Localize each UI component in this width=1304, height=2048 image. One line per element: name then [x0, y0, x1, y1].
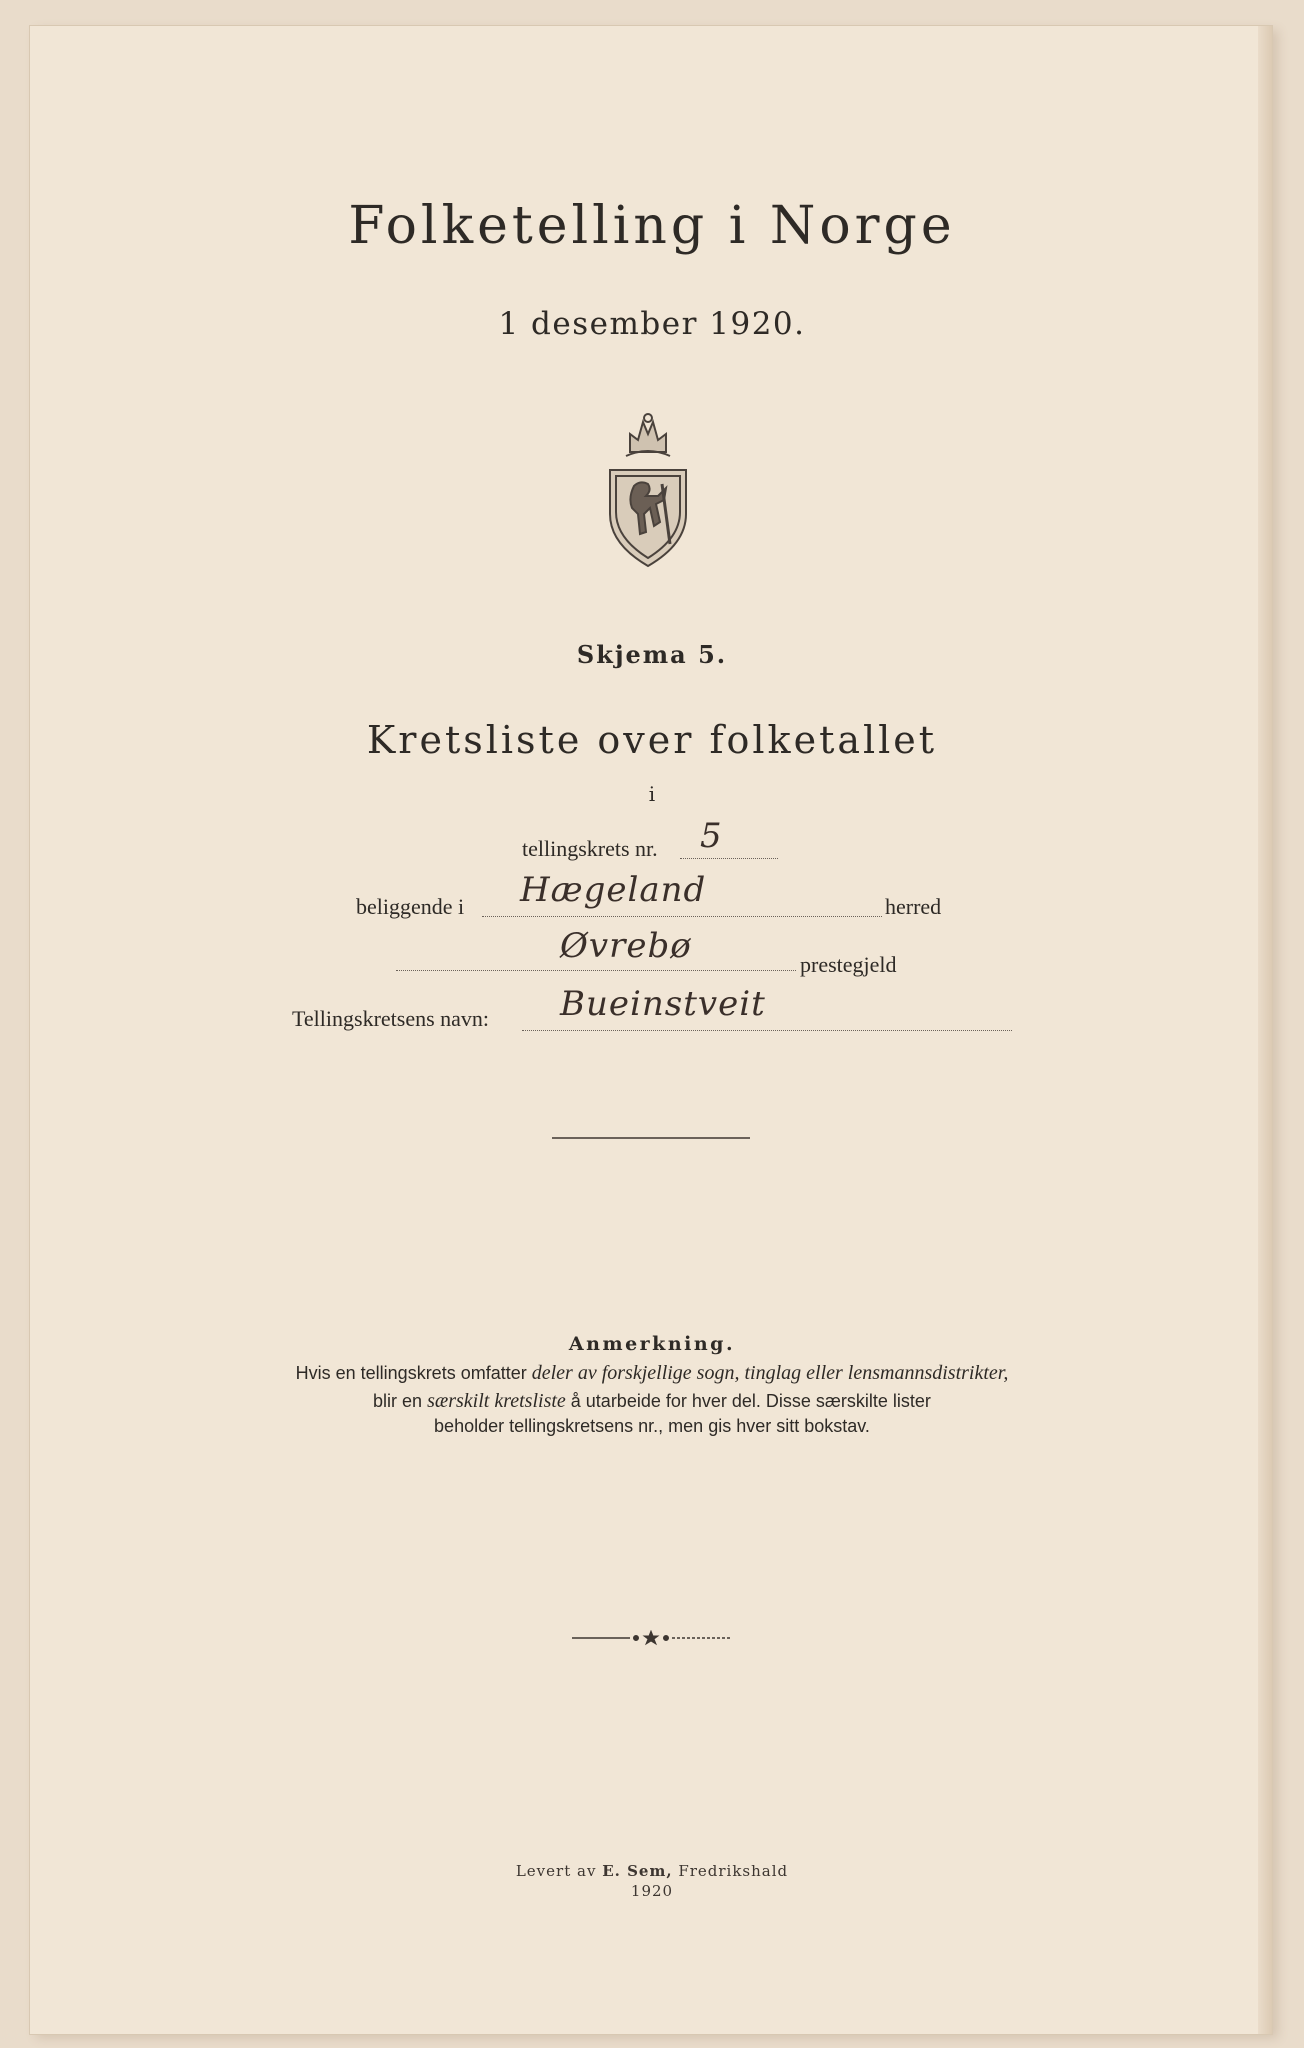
herred-dotline	[482, 916, 882, 917]
printer-name: E. Sem,	[602, 1862, 673, 1880]
prestegjeld-field[interactable]: Øvrebø	[560, 926, 692, 966]
herred-field[interactable]: Hægeland	[520, 870, 707, 910]
tellingskrets-label: tellingskrets nr.	[522, 836, 658, 861]
note-text: Hvis en tellingskrets omfatter	[295, 1363, 532, 1383]
prestegjeld-dotline	[396, 970, 796, 971]
note-text: blir en	[373, 1391, 428, 1411]
tellingskrets-field[interactable]: 5	[700, 816, 723, 856]
printer-year: 1920	[630, 1882, 674, 1900]
printer-prefix: Levert av	[515, 1862, 603, 1880]
beliggende-label: beliggende i	[356, 894, 465, 919]
kretsnavn-label: Tellingskretsens navn:	[292, 1006, 490, 1031]
note-emphasis: deler av forskjellige sogn, tinglag eller lensmannsdistrikter,	[531, 1362, 1009, 1384]
tellingskrets-dotline	[680, 858, 778, 859]
note-line-3: beholder tellingskretsens nr., men gis hver sitt bokstav.	[434, 1416, 870, 1436]
printer-credit	[0, 1862, 1304, 1880]
note-text: å utarbeide for hver del. Disse særskilte lister	[565, 1391, 931, 1411]
schema-number: Skjema 5.	[576, 640, 728, 669]
herred-label: herred	[885, 894, 942, 919]
note-line-2	[0, 1390, 1304, 1413]
note-line-1	[0, 1362, 1304, 1385]
document-title: Folketelling i Norge	[348, 196, 956, 256]
preposition-label: i	[648, 782, 656, 806]
note-title: Anmerkning.	[568, 1333, 736, 1355]
census-date: 1 desember 1920.	[498, 306, 806, 342]
norwegian-coat-of-arms-icon	[600, 404, 696, 574]
section-divider	[552, 1137, 750, 1139]
form-heading: Kretsliste over folketallet	[366, 718, 938, 762]
kretsnavn-field[interactable]: Bueinstveit	[560, 984, 766, 1024]
note-emphasis: særskilt kretsliste	[427, 1390, 566, 1412]
printer-city: Fredrikshald	[672, 1862, 789, 1880]
kretsnavn-dotline	[522, 1030, 1012, 1031]
star-ornament-icon	[570, 1630, 732, 1646]
prestegjeld-label: prestegjeld	[800, 952, 897, 977]
